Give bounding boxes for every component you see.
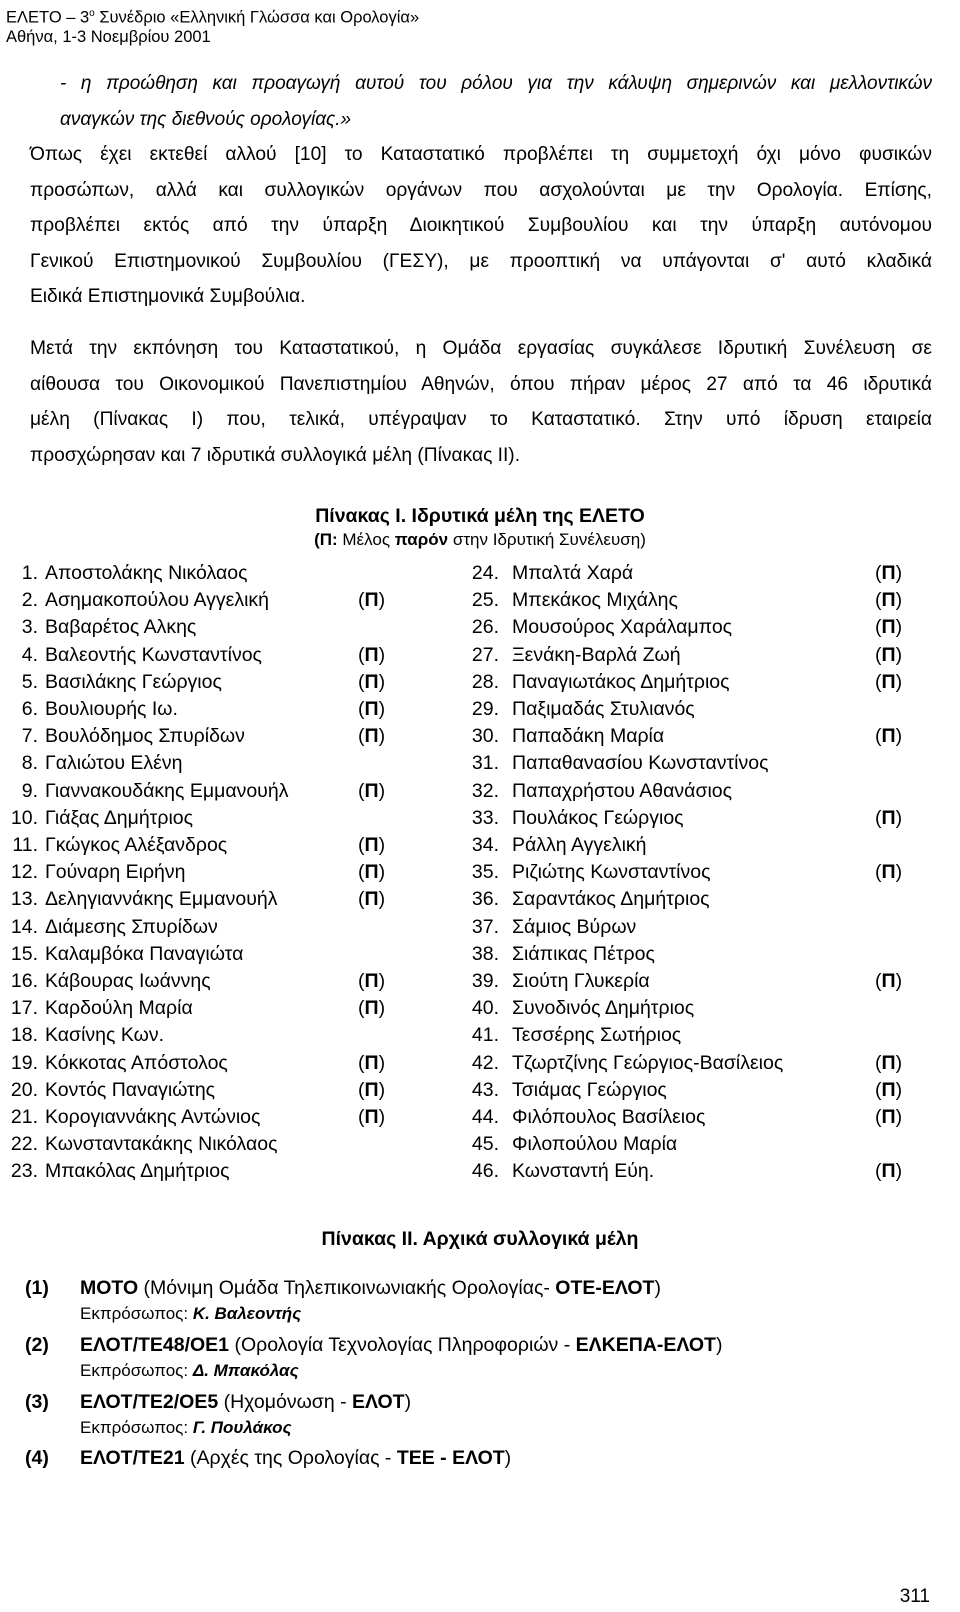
member-number: 45. — [471, 1133, 499, 1156]
present-mark: (Π) — [875, 643, 903, 666]
member-name: Βουλιουρής Ιω. — [45, 698, 178, 720]
member-number: 3. — [21, 616, 38, 639]
present-mark: (Π) — [875, 725, 903, 748]
present-mark: (Π) — [875, 670, 903, 693]
present-mark: (Π) — [358, 861, 386, 884]
collective-representative: Εκπρόσωπος: Κ. Βαλεοντής — [80, 1304, 302, 1323]
member-name: Μουσούρος Χαράλαμπος — [512, 616, 733, 639]
member-number: 38. — [471, 942, 499, 965]
paragraph-2 — [30, 331, 932, 473]
member-name: Βαλεοντής Κωνσταντίνος — [45, 643, 262, 666]
member-number: 2. — [21, 589, 38, 612]
collective-title: ΕΛΟΤ/ΤΕ21 (Αρχές της Ορολογίας - ΤΕΕ - ΕΛΟΤ) — [80, 1447, 512, 1469]
member-number: 23. — [10, 1160, 38, 1183]
collective-number: (2) — [25, 1334, 49, 1356]
present-mark: (Π) — [358, 970, 386, 992]
collective-title: ΜΟΤΟ (Μόνιμη Ομάδα Τηλεπικοινωνιακής Ορολογίας- ΟΤΕ-ΕΛΟΤ) — [80, 1277, 661, 1299]
quote-block — [60, 66, 932, 137]
present-mark: (Π) — [358, 589, 386, 612]
member-number: 18. — [10, 1024, 38, 1047]
member-number: 31. — [471, 752, 499, 775]
member-name: Γαλιώτου Ελένη — [45, 752, 183, 775]
member-name: Παπαθανασίου Κωνσταντίνος — [512, 752, 769, 775]
member-number: 12. — [10, 861, 38, 884]
member-number: 16. — [10, 970, 38, 992]
member-name: Συνοδινός Δημήτριος — [512, 997, 695, 1020]
member-number: 11. — [12, 834, 38, 856]
member-number: 46. — [471, 1160, 499, 1183]
member-number: 25. — [471, 589, 499, 612]
paragraph-line: Μετά την εκπόνηση του Καταστατικού, η Ομάδα εργασίας συγκάλεσε Ιδρυτική Συνέλευση σε — [30, 338, 932, 359]
present-mark: (Π) — [875, 616, 903, 639]
member-number: 37. — [471, 915, 499, 938]
quote-line: αναγκών της διεθνούς ορολογίας.» — [60, 108, 352, 130]
paragraph-line: Όπως έχει εκτεθεί αλλού [10] το Καταστατικό προβλέπει τη συμμετοχή όχι μόνο φυσικών — [30, 144, 932, 165]
member-name: Παπαχρήστου Αθανάσιος — [512, 779, 733, 802]
member-name: Γούναρη Ειρήνη — [45, 861, 186, 884]
collective-number: (4) — [25, 1447, 49, 1469]
member-number: 20. — [10, 1078, 38, 1101]
table1-title: Πίνακας Ι. Ιδρυτικά μέλη της ΕΛΕΤΟ — [315, 505, 645, 527]
member-name: Ξενάκη-Βαρλά Ζωή — [512, 643, 681, 666]
member-number: 34. — [471, 834, 499, 856]
present-mark: (Π) — [358, 1051, 386, 1074]
member-name: Βασιλάκης Γεώργιος — [45, 670, 222, 693]
member-name: Καρδούλη Μαρία — [45, 997, 193, 1020]
member-number: 35. — [471, 861, 499, 884]
collective-title: ΕΛΟΤ/ΤΕ48/ΟΕ1 (Ορολογία Τεχνολογίας Πληροφοριών - ΕΛΚΕΠΑ-ΕΛΟΤ) — [80, 1334, 723, 1356]
member-number: 17. — [10, 997, 38, 1020]
present-mark: (Π) — [875, 1078, 903, 1101]
member-number: 44. — [471, 1106, 499, 1128]
member-name: Ράλλη Αγγελική — [512, 834, 647, 856]
present-mark: (Π) — [358, 1078, 386, 1101]
member-number: 40. — [471, 997, 499, 1020]
collective-number: (1) — [25, 1277, 49, 1299]
member-number: 5. — [21, 670, 38, 693]
member-name: Σαραντάκος Δημήτριος — [512, 888, 710, 911]
member-name: Παναγιωτάκος Δημήτριος — [512, 670, 730, 693]
member-number: 13. — [10, 888, 38, 911]
collective-representative: Εκπρόσωπος: Δ. Μπακόλας — [80, 1361, 299, 1380]
member-name: Μπακόλας Δημήτριος — [45, 1160, 230, 1183]
member-name: Κασίνης Κων. — [45, 1024, 164, 1047]
member-number: 7. — [21, 725, 38, 748]
member-number: 21. — [10, 1106, 38, 1128]
present-mark: (Π) — [875, 1051, 903, 1074]
member-number: 36. — [471, 888, 499, 911]
member-name: Τσιάμας Γεώργιος — [512, 1078, 667, 1101]
member-number: 33. — [471, 806, 499, 829]
page-number: 311 — [899, 1586, 930, 1607]
member-name: Κάβουρας Ιωάννης — [45, 970, 211, 992]
present-mark: (Π) — [875, 1160, 903, 1183]
present-mark: (Π) — [875, 970, 903, 992]
present-mark: (Π) — [875, 562, 903, 584]
member-name: Κόκκοτας Απόστολος — [45, 1051, 228, 1074]
member-name: Κωνσταντακάκης Νικόλαος — [45, 1133, 278, 1156]
member-name: Γιαννακουδάκης Εμμανουήλ — [45, 779, 289, 802]
member-name: Ριζιώτης Κωνσταντίνος — [512, 861, 711, 884]
member-number: 43. — [471, 1078, 499, 1101]
member-number: 22. — [10, 1133, 38, 1156]
paragraph-line: αίθουσα του Οικονομικού Πανεπιστημίου Αθηνών, όπου πήραν μέρος 27 από τα 46 ιδρυτικά — [30, 373, 932, 395]
paragraph-line: προσχώρησαν και 7 ιδρυτικά συλλογικά μέλη (Πίνακας ΙΙ). — [30, 444, 521, 466]
paragraph-line: Ειδικά Επιστημονικά Συμβούλια. — [30, 286, 306, 307]
header-date: Αθήνα, 1-3 Νοεμβρίου 2001 — [6, 27, 211, 46]
member-number: 19. — [10, 1051, 38, 1074]
member-name: Ασημακοπούλου Αγγελική — [45, 589, 269, 612]
paragraph-line: προσώπων, αλλά και συλλογικών οργάνων που ασχολούνται με την Ορολογία. Επίσης, — [30, 179, 932, 201]
member-name: Τεσσέρης Σωτήριος — [512, 1024, 682, 1047]
present-mark: (Π) — [358, 888, 386, 911]
member-number: 9. — [21, 779, 38, 802]
paragraph-1 — [30, 137, 932, 315]
member-name: Γκώγκος Αλέξανδρος — [45, 834, 228, 856]
member-number: 27. — [471, 643, 499, 666]
member-number: 10. — [10, 806, 38, 829]
member-number: 41. — [471, 1024, 499, 1047]
member-number: 29. — [471, 698, 499, 720]
member-name: Παπαδάκη Μαρία — [512, 725, 665, 748]
member-number: 24. — [471, 562, 499, 584]
member-number: 30. — [471, 725, 499, 748]
present-mark: (Π) — [358, 1106, 386, 1128]
member-name: Γιάξας Δημήτριος — [45, 806, 194, 829]
member-number: 26. — [471, 616, 499, 639]
member-name: Παξιμαδάς Στυλιανός — [512, 698, 695, 720]
page-header — [6, 4, 419, 47]
member-number: 4. — [21, 643, 38, 666]
header-conference: ΕΛΕΤΟ – $3^o$ Συνέδριο «Ελληνική Γλώσσα και Ορολογία» — [6, 8, 420, 27]
member-name: Κορογιαννάκης Αντώνιος — [45, 1106, 261, 1128]
present-mark: (Π) — [358, 779, 386, 802]
member-name: Καλαμβόκα Παναγιώτα — [45, 942, 244, 965]
member-number: 6. — [21, 698, 38, 720]
paragraph-line: Γενικού Επιστημονικού Συμβουλίου (ΓΕΣΥ), με προοπτική να υπάγονται σ' αυτό κλαδικά — [30, 250, 932, 272]
member-name: Βαβαρέτος Αλκης — [45, 616, 197, 639]
present-mark: (Π) — [358, 698, 386, 720]
member-name: Φιλόπουλος Βασίλειος — [512, 1106, 706, 1128]
present-mark: (Π) — [358, 670, 386, 693]
member-name: Βουλόδημος Σπυρίδων — [45, 725, 245, 748]
member-name: Διάμεσης Σπυρίδων — [45, 915, 218, 938]
collective-title: ΕΛΟΤ/ΤΕ2/ΟΕ5 (Ηχομόνωση - ΕΛΟΤ) — [80, 1391, 412, 1413]
present-mark: (Π) — [875, 861, 903, 884]
member-name: Σιούτη Γλυκερία — [512, 970, 650, 992]
member-name: Κοντός Παναγιώτης — [45, 1078, 216, 1101]
member-name: Σιάπικας Πέτρος — [512, 942, 655, 965]
member-number: 14. — [10, 915, 38, 938]
member-number: 15. — [10, 942, 38, 965]
present-mark: (Π) — [875, 589, 903, 612]
present-mark: (Π) — [358, 725, 386, 748]
member-name: Μπεκάκος Μιχάλης — [512, 589, 678, 612]
present-mark: (Π) — [358, 997, 386, 1020]
table1-subtitle: (Π: Μέλος παρόν στην Ιδρυτική Συνέλευση) — [314, 530, 646, 549]
member-number: 32. — [471, 779, 499, 802]
member-name: Δεληγιαννάκης Εμμανουήλ — [45, 888, 278, 911]
present-mark: (Π) — [875, 1106, 903, 1128]
member-name: Πουλάκος Γεώργιος — [512, 806, 684, 829]
member-name: Σάμιος Βύρων — [512, 915, 637, 938]
member-name: Τζωρτζίνης Γεώργιος-Βασίλειος — [512, 1051, 784, 1074]
present-mark: (Π) — [358, 643, 386, 666]
member-number: 8. — [21, 752, 38, 775]
collective-representative: Εκπρόσωπος: Γ. Πουλάκος — [80, 1418, 292, 1437]
collective-number: (3) — [25, 1391, 49, 1413]
present-mark: (Π) — [875, 806, 903, 829]
member-number: 28. — [471, 670, 499, 693]
member-name: Κωνσταντή Εύη. — [512, 1160, 655, 1183]
member-number: 42. — [471, 1051, 499, 1074]
member-name: Μπαλτά Χαρά — [512, 562, 634, 584]
paragraph-line: προβλέπει εκτός από την ύπαρξη Διοικητικού Συμβουλίου και την ύπαρξη αυτόνομου — [30, 215, 932, 236]
present-mark: (Π) — [358, 834, 386, 856]
table2-title: Πίνακας ΙΙ. Αρχικά συλλογικά μέλη — [321, 1228, 639, 1250]
member-name: Φιλοπούλου Μαρία — [512, 1133, 678, 1156]
member-number: 1. — [21, 562, 38, 584]
paragraph-line: μέλη (Πίνακας Ι) που, τελικά, υπέγραψαν το Καταστατικό. Στην υπό ίδρυση εταιρεία — [30, 409, 932, 430]
quote-line: - η προώθηση και προαγωγή αυτού του ρόλου για την κάλυψη σημερινών και μελλοντικών — [60, 73, 932, 94]
member-name: Αποστολάκης Νικόλαος — [45, 562, 248, 584]
member-number: 39. — [471, 970, 499, 992]
